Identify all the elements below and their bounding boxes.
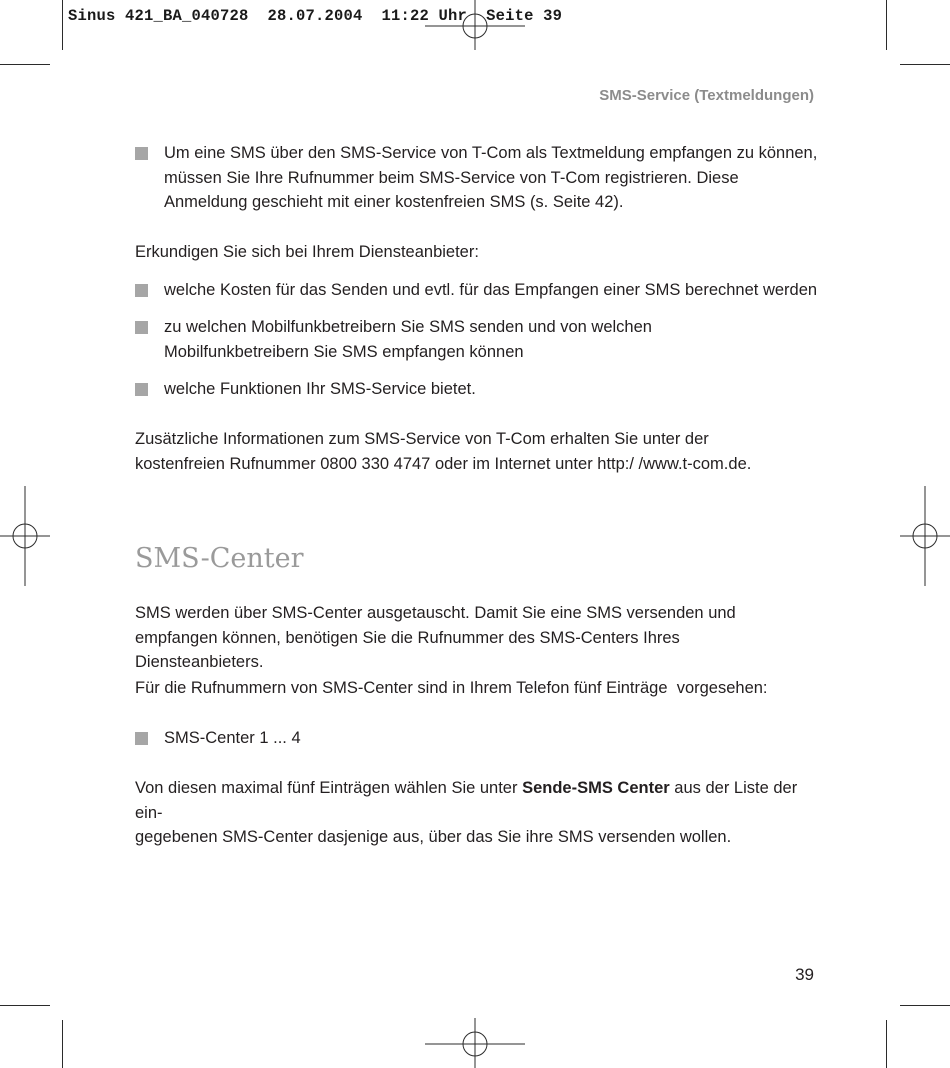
list-item-text: zu welchen Mobilfunkbetreibern Sie SMS senden und von welchen Mobilfunkbetreibern Sie SMS empfangen können [164,318,652,361]
crop-mark [0,1005,50,1006]
paragraph-text: gegebenen SMS-Center dasjenige aus, über das Sie ihre SMS versenden wollen. [135,828,732,846]
menu-term: Sende-SMS Center [522,779,670,797]
registration-mark-icon [425,1018,525,1068]
bullet-square-icon [135,147,148,160]
list-item [135,278,825,303]
info-text [135,427,825,476]
list-item [135,141,825,215]
running-head: SMS-Service (Textmeldungen) [599,87,814,104]
paragraph: SMS werden über SMS-Center ausgetauscht. Damit Sie eine SMS versenden und empfangen können, benötigen Sie die Rufnummer des SMS-Centers Ihres Diensteanbieters. [135,604,736,671]
intro-text: Erkundigen Sie sich bei Ihrem Diensteanbieter: [135,243,479,261]
list-item-text: Um eine SMS über den SMS-Service von T-Com als Textmeldung empfangen zu können, müssen Sie Ihre Rufnummer beim SMS-Service von T-Com registrieren. Diese Anmeldung geschieht mit einer kostenfreien SMS (s. Seite 42). [164,144,818,211]
registration-mark-icon [0,486,50,586]
page-number: 39 [795,965,814,984]
paragraph-text: aus der Liste der ein- [135,779,798,822]
paragraph-text: Von diesen maximal fünf Einträgen wählen Sie unter [135,779,523,797]
crop-mark [62,1020,63,1068]
crop-mark [886,0,887,50]
registration-mark-icon [900,486,950,586]
list-item-text: welche Funktionen Ihr SMS-Service bietet. [164,380,476,398]
bullet-square-icon [135,732,148,745]
print-slug: Sinus 421_BA_040728 28.07.2004 11:22 Uhr Seite 39 [68,7,563,25]
crop-mark [900,1005,950,1006]
bullet-square-icon [135,321,148,334]
list-item [135,377,825,402]
list-item [135,726,825,751]
paragraph [135,776,825,850]
list-item-text: welche Kosten für das Senden und evtl. für das Empfangen einer SMS berechnet werden [164,281,818,299]
crop-mark [900,64,950,65]
bullet-square-icon [135,383,148,396]
crop-mark [886,1020,887,1068]
paragraph: Für die Rufnummern von SMS-Center sind in Ihrem Telefon fünf Einträge vorgesehen: [135,679,768,697]
crop-mark [62,0,63,50]
crop-mark [0,64,50,65]
list-item-text: SMS-Center 1 ... 4 [164,729,301,747]
list-item [135,315,825,364]
info-line: kostenfreien Rufnummer 0800 330 4747 oder im Internet unter http:/ /www.t-com.de. [135,454,752,473]
section-heading: SMS-Center [135,543,304,574]
info-line: Zusätzliche Informationen zum SMS-Service von T-Com erhalten Sie unter der [135,430,709,448]
bullet-square-icon [135,284,148,297]
